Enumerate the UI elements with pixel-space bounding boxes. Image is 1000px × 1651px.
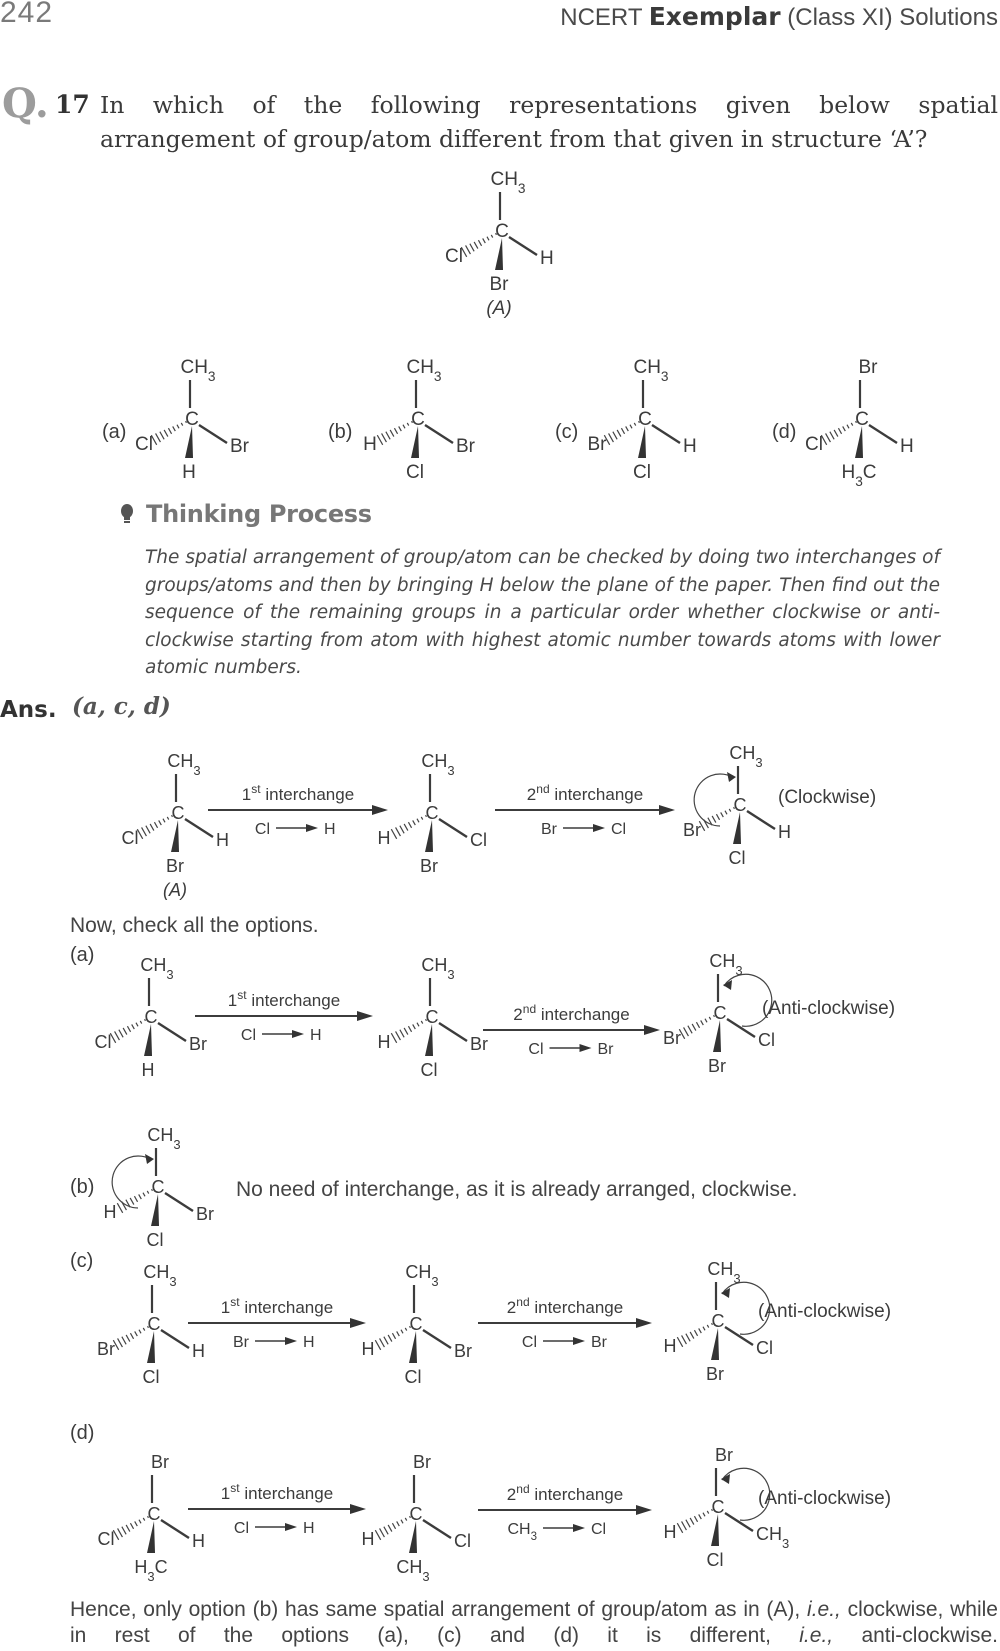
bond-right: [509, 237, 537, 255]
wedge-bond: [147, 1521, 155, 1553]
swap-to: H: [310, 1027, 322, 1044]
substituent-hashed: H: [377, 828, 391, 848]
substituent-top: Br: [151, 1452, 169, 1472]
lightbulb-icon: [120, 504, 134, 526]
rotation-result: (Anti-clockwise): [758, 1301, 892, 1322]
carbon-label: C: [425, 803, 439, 823]
reaction-arrow: [188, 1295, 366, 1351]
substituent-right: Br: [470, 1034, 488, 1054]
substituent-right: H: [192, 1531, 205, 1551]
rotation-result: (Anti-clockwise): [762, 998, 896, 1019]
substituent-hashed: H: [363, 434, 377, 455]
swap-from: Cl: [233, 1520, 249, 1537]
substituent-top: $CH_3$: [633, 357, 669, 384]
bond-right: [158, 1023, 186, 1041]
scheme-structure-A: [0, 720, 1000, 910]
substituent-top: $CH_3$: [167, 751, 201, 778]
structure-caption: (A): [486, 298, 512, 319]
substituent-hashed: Cl: [94, 1032, 112, 1052]
wedge-bond: [495, 238, 503, 270]
arrow-head-icon: [350, 1504, 366, 1514]
thinking-process-title: Thinking Process: [146, 500, 372, 528]
swap-arrow-icon: [285, 1523, 297, 1531]
reaction-arrow: [195, 988, 373, 1044]
wedge-bond: [151, 1194, 159, 1226]
swap-from: Cl: [528, 1041, 544, 1058]
wedge-bond: [711, 1328, 719, 1360]
substituent-hashed: H: [103, 1202, 117, 1222]
book-title-bold: Exemplar: [648, 2, 781, 31]
reaction-arrow: [188, 1481, 366, 1537]
substituent-wedge: Br: [708, 1056, 726, 1076]
carbon-label: C: [713, 1003, 727, 1023]
reaction-arrow: [483, 1002, 660, 1058]
wedge-bond: [855, 426, 863, 458]
substituent-top: $CH_3$: [490, 169, 526, 196]
substituent-top: Br: [715, 1445, 733, 1465]
swap-to: H: [324, 821, 336, 838]
question-text: [100, 88, 998, 156]
reaction-arrow: [478, 1295, 652, 1351]
option-b-note: No need of interchange, as it is already arranged, clockwise.: [236, 1178, 798, 1201]
substituent-top: $CH_3$: [406, 357, 442, 384]
swap-arrow-icon: [573, 1337, 585, 1345]
substituent-hashed: Br: [587, 434, 607, 455]
carbon-label: C: [144, 1007, 158, 1027]
bond-right: [439, 1023, 467, 1041]
substituent-hashed: H: [663, 1522, 677, 1542]
swap-to: Br: [597, 1041, 614, 1058]
bond-right: [423, 1520, 451, 1538]
bond-right: [869, 425, 897, 443]
interchange-label: 1st interchange: [220, 1295, 334, 1317]
interchange-label: 2nd interchange: [506, 1295, 624, 1317]
bond-right: [727, 1019, 755, 1037]
wedge-bond: [185, 426, 193, 458]
substituent-hashed: H: [377, 1032, 391, 1052]
interchange-label: 1st interchange: [227, 988, 341, 1010]
substituent-right: Br: [189, 1034, 207, 1054]
molecule: [135, 357, 250, 483]
bond-right: [747, 811, 775, 829]
swap-to: H: [303, 1520, 315, 1537]
substituent-top: $CH_3$: [140, 955, 174, 982]
substituent-right: H: [900, 436, 914, 457]
carbon-label: C: [147, 1314, 161, 1334]
arrow-head-icon: [636, 1505, 652, 1515]
substituent-right: Br: [230, 436, 249, 457]
carbon-label: C: [171, 803, 185, 823]
substituent-hashed: H: [361, 1529, 375, 1549]
bond-right: [161, 1330, 189, 1348]
wedge-bond: [425, 1024, 433, 1056]
substituent-wedge: Cl: [706, 1550, 724, 1570]
molecule: [445, 169, 554, 319]
wedge-bond: [638, 426, 646, 458]
substituent-right: Cl: [470, 830, 487, 850]
molecule: [683, 743, 791, 868]
substituent-wedge: Br: [706, 1364, 724, 1384]
substituent-hashed: Cl: [445, 246, 463, 267]
option-label: (c): [70, 1250, 94, 1272]
molecule: [664, 1259, 774, 1384]
option-label: (a): [70, 944, 95, 966]
substituent-right: Cl: [454, 1531, 471, 1551]
reaction-arrow: [495, 782, 675, 838]
bond-right: [439, 819, 467, 837]
substituent-hashed: Cl: [121, 828, 139, 848]
wedge-bond: [409, 1521, 417, 1553]
swap-arrow-icon: [593, 824, 605, 832]
question-marker: Q.: [2, 80, 49, 127]
scheme-option-a: [0, 942, 1000, 1092]
arrow-head-icon: [644, 1025, 660, 1035]
molecule: [588, 357, 697, 483]
substituent-hashed: Cl: [805, 434, 823, 455]
arrow-head-icon: [659, 805, 675, 815]
substituent-hashed: Br: [97, 1339, 115, 1359]
molecule: [97, 1262, 205, 1387]
substituent-top: $CH_3$: [147, 1125, 181, 1152]
bond-right: [199, 425, 227, 443]
bond-right: [725, 1327, 753, 1345]
carbon-label: C: [409, 1314, 423, 1334]
substituent-wedge: Cl: [420, 1060, 438, 1080]
wedge-bond: [425, 820, 433, 852]
substituent-right: $CH_3$: [756, 1524, 790, 1551]
bond-right: [165, 1193, 193, 1211]
wedge-bond: [713, 1020, 721, 1052]
substituent-wedge: Cl: [728, 848, 746, 868]
substituent-top: Br: [858, 357, 878, 378]
substituent-hashed: Cl: [135, 434, 153, 455]
substituent-right: Br: [454, 1341, 472, 1361]
substituent-hashed: Br: [663, 1028, 681, 1048]
substituent-wedge: Cl: [406, 462, 424, 483]
question-line-2: arrangement of group/atom different from that given in structure ‘A’?: [100, 125, 928, 153]
reaction-arrow: [208, 782, 388, 838]
molecule: [805, 357, 914, 489]
wedge-bond: [409, 1331, 417, 1363]
substituent-top: $CH_3$: [421, 751, 455, 778]
wedge-bond: [733, 812, 741, 844]
running-head: NCERT Exemplar (Class XI) Solutions: [560, 2, 998, 31]
swap-to: Br: [591, 1334, 607, 1351]
swap-from: Br: [541, 821, 557, 838]
molecule: [378, 955, 489, 1080]
conclusion: Hence, only option (b) has same spatial arrangement of group/atom as in (A), i.e., clockwise, while in rest of the options (a), (c) and (d) it is different, i.e., anti-clockwise.: [70, 1598, 998, 1647]
scheme-option-c: [0, 1248, 1000, 1408]
question-structures: [0, 160, 1000, 490]
carbon-label: C: [409, 1504, 423, 1524]
substituent-right: H: [683, 436, 697, 457]
molecule: [122, 751, 230, 900]
carbon-label: C: [411, 409, 425, 430]
carbon-label: C: [711, 1497, 725, 1517]
interchange-label: 2nd interchange: [513, 1002, 630, 1024]
substituent-wedge: Cl: [404, 1367, 422, 1387]
rotation-result: (Anti-clockwise): [758, 1488, 892, 1509]
carbon-label: C: [425, 1007, 439, 1027]
substituent-wedge: H: [182, 462, 196, 483]
bond-right: [185, 819, 213, 837]
molecule: [363, 357, 476, 483]
substituent-hashed: Br: [683, 820, 701, 840]
substituent-wedge: Br: [166, 856, 184, 876]
arrow-head-icon: [350, 1318, 366, 1328]
carbon-label: C: [711, 1311, 725, 1331]
reaction-arrow: [478, 1482, 652, 1543]
substituent-hashed: H: [663, 1336, 677, 1356]
bond-right: [423, 1330, 451, 1348]
substituent-wedge: $H_3C$: [134, 1557, 168, 1584]
substituent-top: $CH_3$: [143, 1262, 177, 1289]
substituent-right: H: [216, 830, 229, 850]
carbon-label: C: [147, 1504, 161, 1524]
substituent-right: H: [192, 1341, 205, 1361]
swap-from: $CH_3$: [507, 1521, 537, 1543]
answer-intro: Now, check all the options.: [70, 914, 319, 937]
substituent-right: Cl: [756, 1338, 773, 1358]
substituent-wedge: $H_3C$: [841, 462, 877, 489]
substituent-wedge: Br: [420, 856, 438, 876]
carbon-label: C: [495, 221, 509, 242]
page-number: 242: [0, 0, 54, 29]
substituent-wedge: Br: [489, 274, 509, 295]
swap-arrow-icon: [306, 824, 318, 832]
structure-caption: (A): [163, 880, 187, 900]
arrow-head-icon: [357, 1011, 373, 1021]
substituent-right: Cl: [758, 1030, 775, 1050]
answer-value: (a, c, d): [72, 693, 171, 720]
wedge-bond: [411, 426, 419, 458]
substituent-right: H: [540, 248, 554, 269]
option-label: (c): [555, 421, 579, 443]
swap-from: Cl: [240, 1027, 256, 1044]
molecule: [362, 1262, 473, 1387]
substituent-right: Br: [196, 1204, 214, 1224]
swap-from: Br: [233, 1334, 249, 1351]
carbon-label: C: [855, 409, 869, 430]
substituent-hashed: Cl: [97, 1529, 115, 1549]
bond-right: [652, 425, 680, 443]
wedge-bond: [147, 1331, 155, 1363]
scheme-option-d: [0, 1420, 1000, 1590]
rotation-result: (Clockwise): [778, 787, 877, 808]
bond-right: [725, 1513, 753, 1531]
answer-label: Ans.: [0, 697, 57, 723]
molecule: [362, 1452, 472, 1584]
swap-from: Cl: [254, 821, 270, 838]
substituent-right: H: [778, 822, 791, 842]
substituent-right: Br: [456, 436, 475, 457]
interchange-label: 1st interchange: [241, 782, 355, 804]
carbon-label: C: [638, 409, 652, 430]
swap-from: Cl: [521, 1334, 537, 1351]
interchange-label: 2nd interchange: [506, 1482, 624, 1504]
swap-arrow-icon: [292, 1030, 304, 1038]
option-label: (d): [772, 421, 797, 443]
carbon-label: C: [185, 409, 199, 430]
molecule: [104, 1125, 215, 1250]
substituent-wedge: H: [141, 1060, 155, 1080]
carbon-label: C: [151, 1177, 165, 1197]
substituent-wedge: $CH_3$: [396, 1557, 430, 1584]
substituent-top: $CH_3$: [709, 951, 743, 978]
substituent-wedge: Cl: [146, 1230, 164, 1250]
question-number: 17: [55, 90, 90, 119]
swap-to: Cl: [591, 1521, 607, 1538]
option-label: (a): [102, 421, 127, 443]
question-line-1: In which of the following representations given below spatial: [100, 91, 998, 119]
substituent-top: $CH_3$: [707, 1259, 741, 1286]
substituent-top: $CH_3$: [405, 1262, 439, 1289]
molecule: [98, 1452, 206, 1584]
wedge-bond: [711, 1514, 719, 1546]
bond-right: [161, 1520, 189, 1538]
substituent-top: Br: [413, 1452, 431, 1472]
substituent-wedge: Cl: [142, 1367, 160, 1387]
thinking-process-body: The spatial arrangement of group/atom can be checked by doing two interchanges of groups/atoms and then by bringing H below the plane of the paper. Then find out the sequence of the remaining groups in a particular order whether clockwise or anti-clockwise starting from atom with highest atomic number towards atoms with lower atomic numbers.: [145, 547, 940, 678]
carbon-label: C: [733, 795, 747, 815]
molecule: [95, 955, 208, 1080]
swap-to: H: [303, 1334, 315, 1351]
wedge-bond: [144, 1024, 152, 1056]
arrow-head-icon: [636, 1318, 652, 1328]
interchange-label: 2nd interchange: [526, 782, 644, 804]
option-label: (b): [328, 421, 353, 443]
arrow-head-icon: [372, 805, 388, 815]
molecule: [378, 751, 488, 876]
swap-arrow-icon: [573, 1524, 585, 1532]
option-label: (d): [70, 1422, 95, 1444]
substituent-top: $CH_3$: [729, 743, 763, 770]
swap-to: Cl: [611, 821, 627, 838]
interchange-label: 1st interchange: [220, 1481, 334, 1503]
swap-arrow-icon: [285, 1337, 297, 1345]
option-label: (b): [70, 1176, 95, 1198]
bond-right: [425, 425, 453, 443]
swap-arrow-icon: [580, 1044, 592, 1052]
substituent-top: $CH_3$: [421, 955, 455, 982]
molecule: [663, 951, 775, 1076]
substituent-wedge: Cl: [633, 462, 651, 483]
wedge-bond: [171, 820, 179, 852]
substituent-hashed: H: [361, 1339, 375, 1359]
substituent-top: $CH_3$: [180, 357, 216, 384]
